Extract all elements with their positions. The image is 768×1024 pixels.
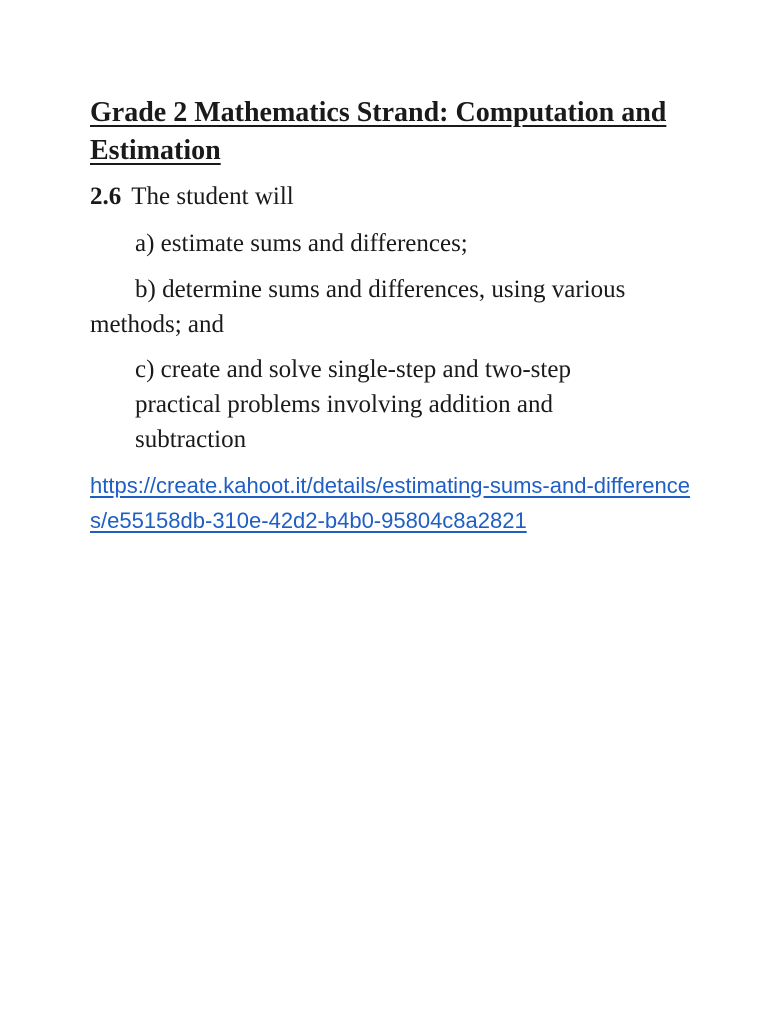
objective-item-b: b) determine sums and differences, using various methods; and [90, 276, 626, 338]
standard-intro-text: The student will [131, 183, 294, 210]
kahoot-link[interactable]: https://create.kahoot.it/details/estimating-sums-and-differences/e55158db-310e-42d2-b4b0-95804c8a2821 [90, 473, 691, 533]
document-title: Grade 2 Mathematics Strand: Computation and Estimation [90, 97, 667, 166]
objective-item-a: a) estimate sums and differences; [135, 230, 468, 257]
standard-intro [90, 180, 690, 214]
standard-number: 2.6 [90, 183, 122, 210]
objective-item-c: c) create and solve single-step and two-step practical problems involving addition and subtraction [135, 356, 571, 453]
